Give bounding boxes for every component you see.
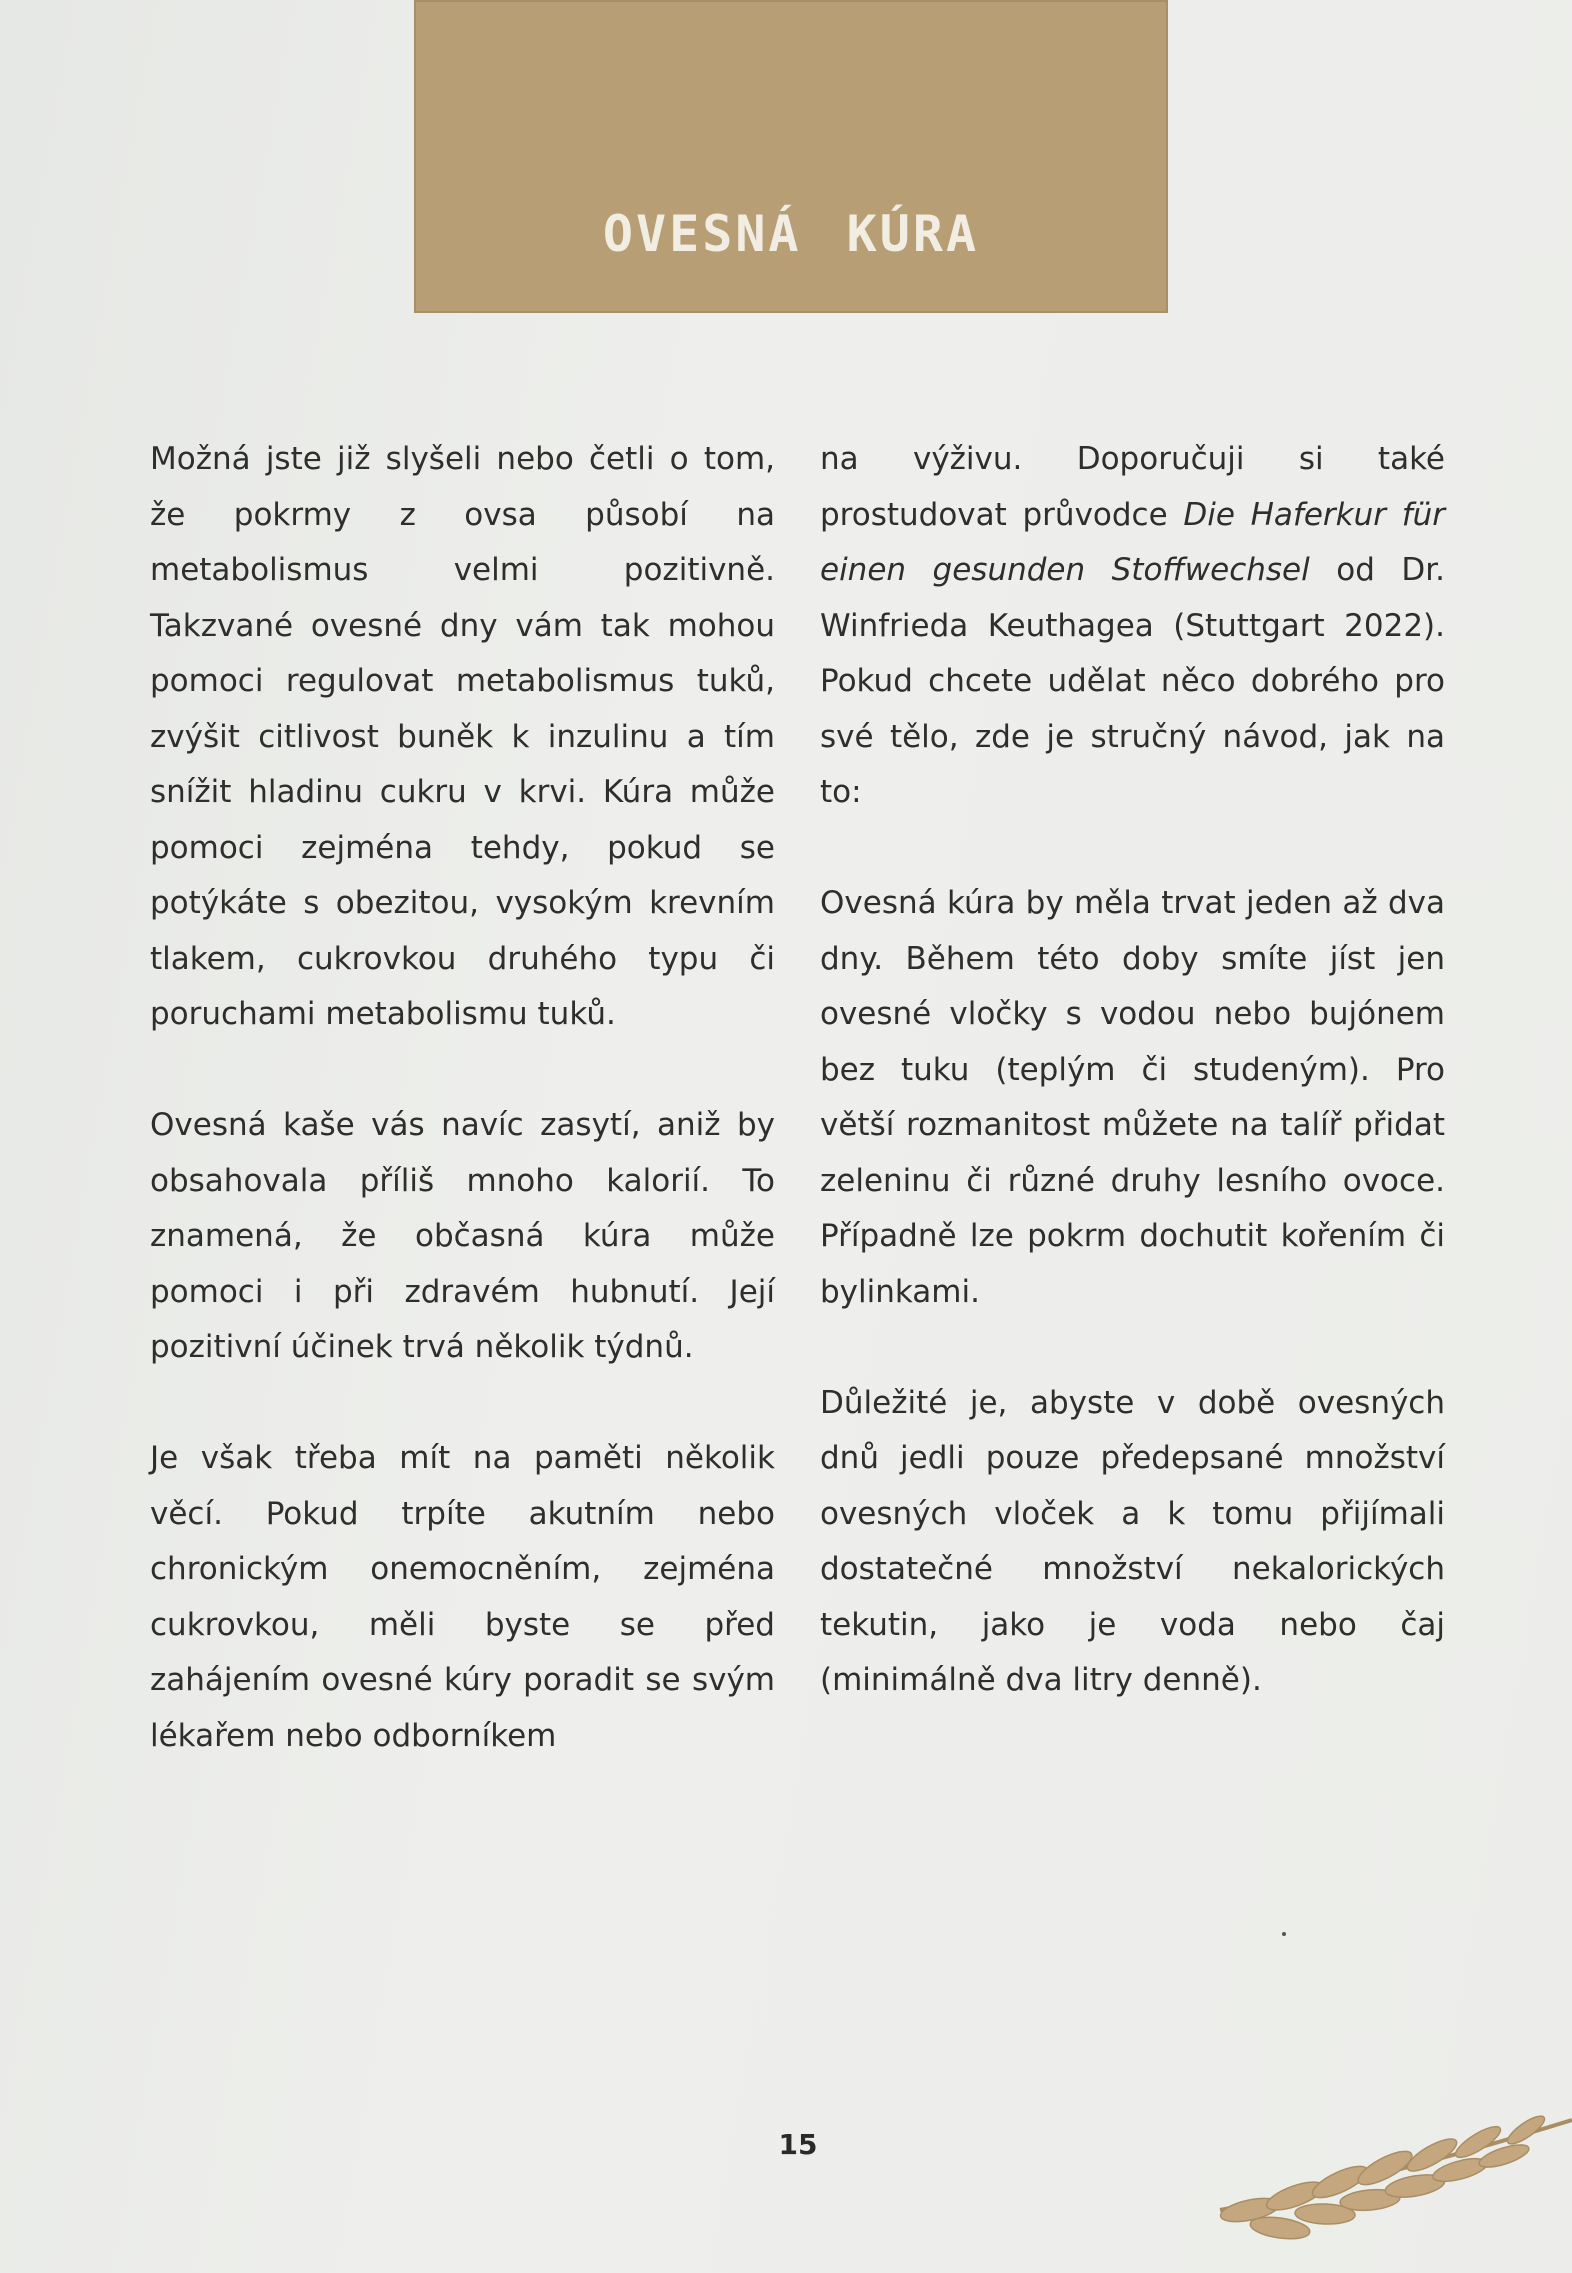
- paragraph: [820, 432, 1445, 821]
- text-run: na výživu. Doporučuji si také prostudovat průvodce: [820, 441, 1445, 533]
- right-column: [820, 432, 1445, 1764]
- paragraph: Ovesná kaše vás navíc zasytí, aniž by obsahovala příliš mnoho kalorií. To znamená, že občasná kúra může pomoci i při zdravém hubnutí. Její pozitivní účinek trvá několik týdnů.: [150, 1107, 775, 1365]
- page-number: 15: [778, 2128, 818, 2161]
- wheat-icon: [1210, 2100, 1572, 2273]
- text-run: od Dr. Winfrieda Keuthagea (Stuttgart 2022). Pokud chcete udělat něco dobrého pro své tělo, zde je stručný návod, jak na to:: [820, 552, 1445, 810]
- title-banner: [414, 0, 1168, 313]
- paragraph: Důležité je, abyste v době ovesných dnů jedli pouze předepsané množství ovesných vloček a k tomu přijímali dostatečné množství nekalorických tekutin, jako je voda nebo čaj (minimálně dva litry denně).: [820, 1384, 1445, 1698]
- paragraph: Možná jste již slyšeli nebo četli o tom, že pokrmy z ovsa působí na metabolismus velmi pozitivně. Takzvané ovesné dny vám tak mohou pomoci regulovat metabolismus tuků, zvýšit citlivost buněk k inzulinu a tím snížit hladinu cukru v krvi. Kúra může pomoci zejména tehdy, pokud se potýkáte s obezitou, vysokým krevním tlakem, cukrovkou druhého typu či poruchami metabolismu tuků.: [150, 441, 775, 1032]
- paragraph: Ovesná kúra by měla trvat jeden až dva dny. Během této doby smíte jíst jen ovesné vločky s vodou nebo bujónem bez tuku (teplým či studeným). Pro větší rozmanitost můžete na talíř přidat zeleninu či různé druhy lesního ovoce. Případně lze pokrm dochutit kořením či bylinkami.: [820, 885, 1445, 1310]
- page-title: OVESNÁ KÚRA: [602, 205, 980, 263]
- left-column: [150, 432, 775, 1820]
- paragraph: Je však třeba mít na paměti několik věcí. Pokud trpíte akutním nebo chronickým onemocněním, zejména cukrovkou, měli byste se před zahájením ovesné kúry poradit se svým lékařem nebo odborníkem: [150, 1440, 775, 1754]
- book-title-italic: Die Haferkur für einen gesunden Stoffwechsel: [820, 496, 1446, 588]
- speck: [1282, 1932, 1286, 1936]
